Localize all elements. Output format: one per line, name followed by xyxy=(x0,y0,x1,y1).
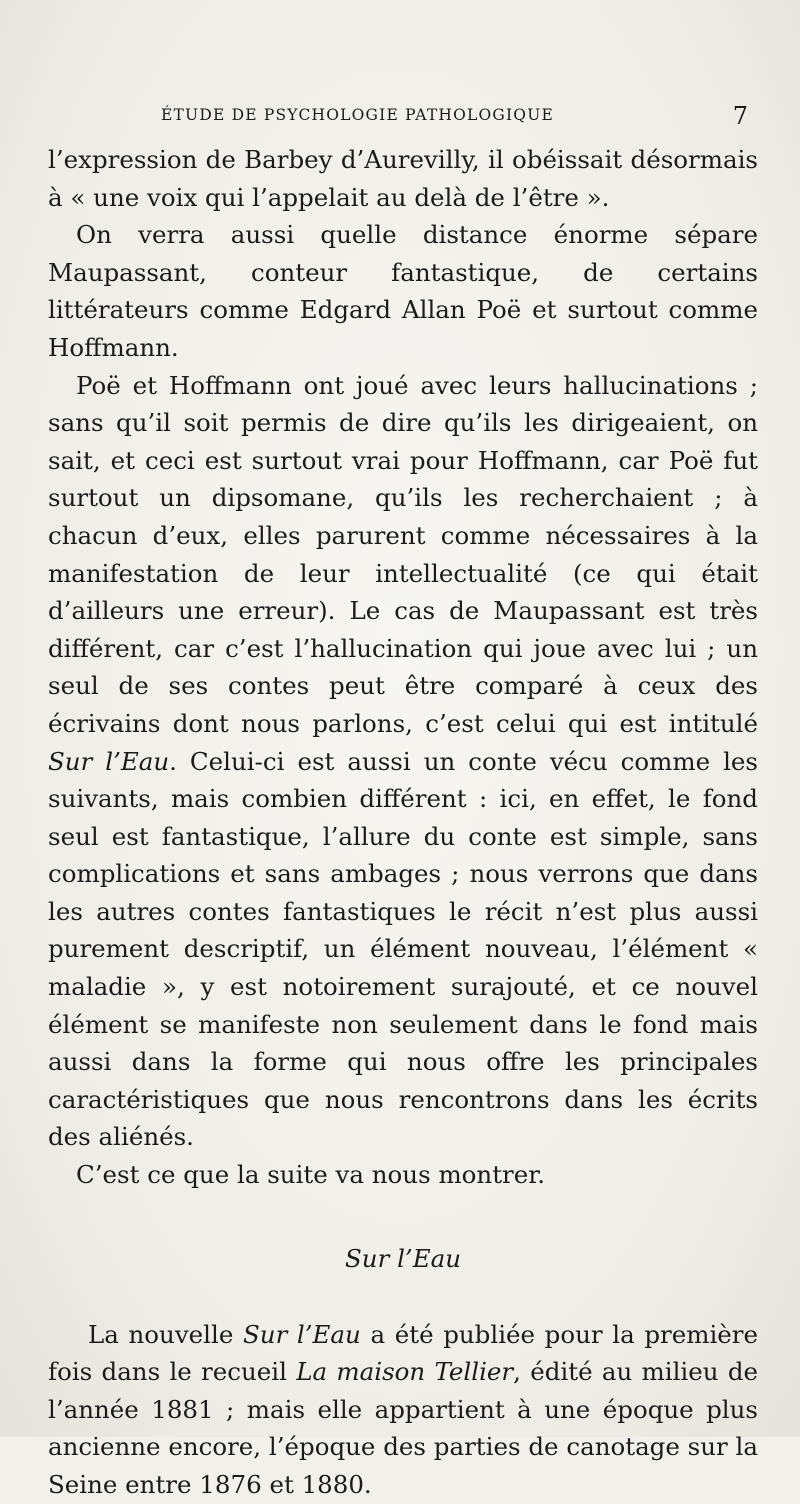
paragraph-text: La nouvelle xyxy=(88,1319,234,1349)
story-title: Sur l’Eau xyxy=(243,1319,361,1349)
paragraph-text: l’expression de Barbey d’Aurevilly, il obéissait désormais à « une voix qui l’appelait au delà de l’être ». xyxy=(48,145,758,212)
paragraph-text: , édité au milieu de l’année 1881 ; mais elle appartient à une époque plus ancienne encore, l’époque des parties de canotage sur la Seine entre 1876 et 1880. xyxy=(48,1357,759,1499)
running-head xyxy=(46,102,754,132)
paragraph-text: . Celui-ci est aussi un conte vécu comme les suivants, mais combien différent : ici, en effet, le fond seul est fantastique, l’allure du conte est simple, sans complications et sans ambages ; nous verrons que dans les autres contes fantastiques le récit n’est plus aussi purement descriptif, un élément nouveau, l’élément « maladie », y est notoirement surajouté, et ce nouvel élément se manifeste non seulement dans le fond mais aussi dans la forme qui nous offre les principales caractéristiques que nous rencontrons dans les écrits des aliénés. xyxy=(48,746,758,1152)
paragraph-continuation xyxy=(48,141,758,216)
collection-title: La maison Tellier xyxy=(296,1357,514,1387)
paragraph-transition xyxy=(48,1156,758,1194)
paragraph-text: On verra aussi quelle distance énorme sépare Maupassant, conteur fantastique, de certains littérateurs comme Edgard Allan Poë et surtout comme Hoffmann. xyxy=(48,220,758,362)
body-text xyxy=(48,141,758,1504)
story-title: Sur l’Eau xyxy=(48,746,170,776)
paragraph-text: a été publiée pour la première fois dans le recueil xyxy=(48,1319,758,1387)
section-heading: Sur l’Eau xyxy=(345,1243,461,1273)
paragraph-publication xyxy=(48,1316,758,1504)
paragraph-distance xyxy=(48,216,758,366)
paragraph-text: C’est ce que la suite va nous montrer. xyxy=(76,1160,546,1190)
paragraph-poe-hoffmann xyxy=(48,367,758,1156)
running-title: ÉTUDE DE PSYCHOLOGIE PATHOLOGIQUE xyxy=(161,106,554,124)
paragraph-text: Poë et Hoffmann ont joué avec leurs hallucinations ; sans qu’il soit permis de dire qu’ils les dirigeaient, on sait, et ceci est surtout vrai pour Hoffmann, car Poë fut surtout un dipsomane, qu’ils les recherchaient ; à chacun d’eux, elles parurent comme nécessaires à la manifestation de leur intellectualité (ce qui était d’ailleurs une erreur). Le cas de Maupassant est très différent, car c’est l’hallucination qui joue avec lui ; un seul de ses contes peut être comparé à ceux des écrivains dont nous parlons, c’est celui qui est intitulé xyxy=(48,370,758,738)
page-number: 7 xyxy=(732,102,748,130)
